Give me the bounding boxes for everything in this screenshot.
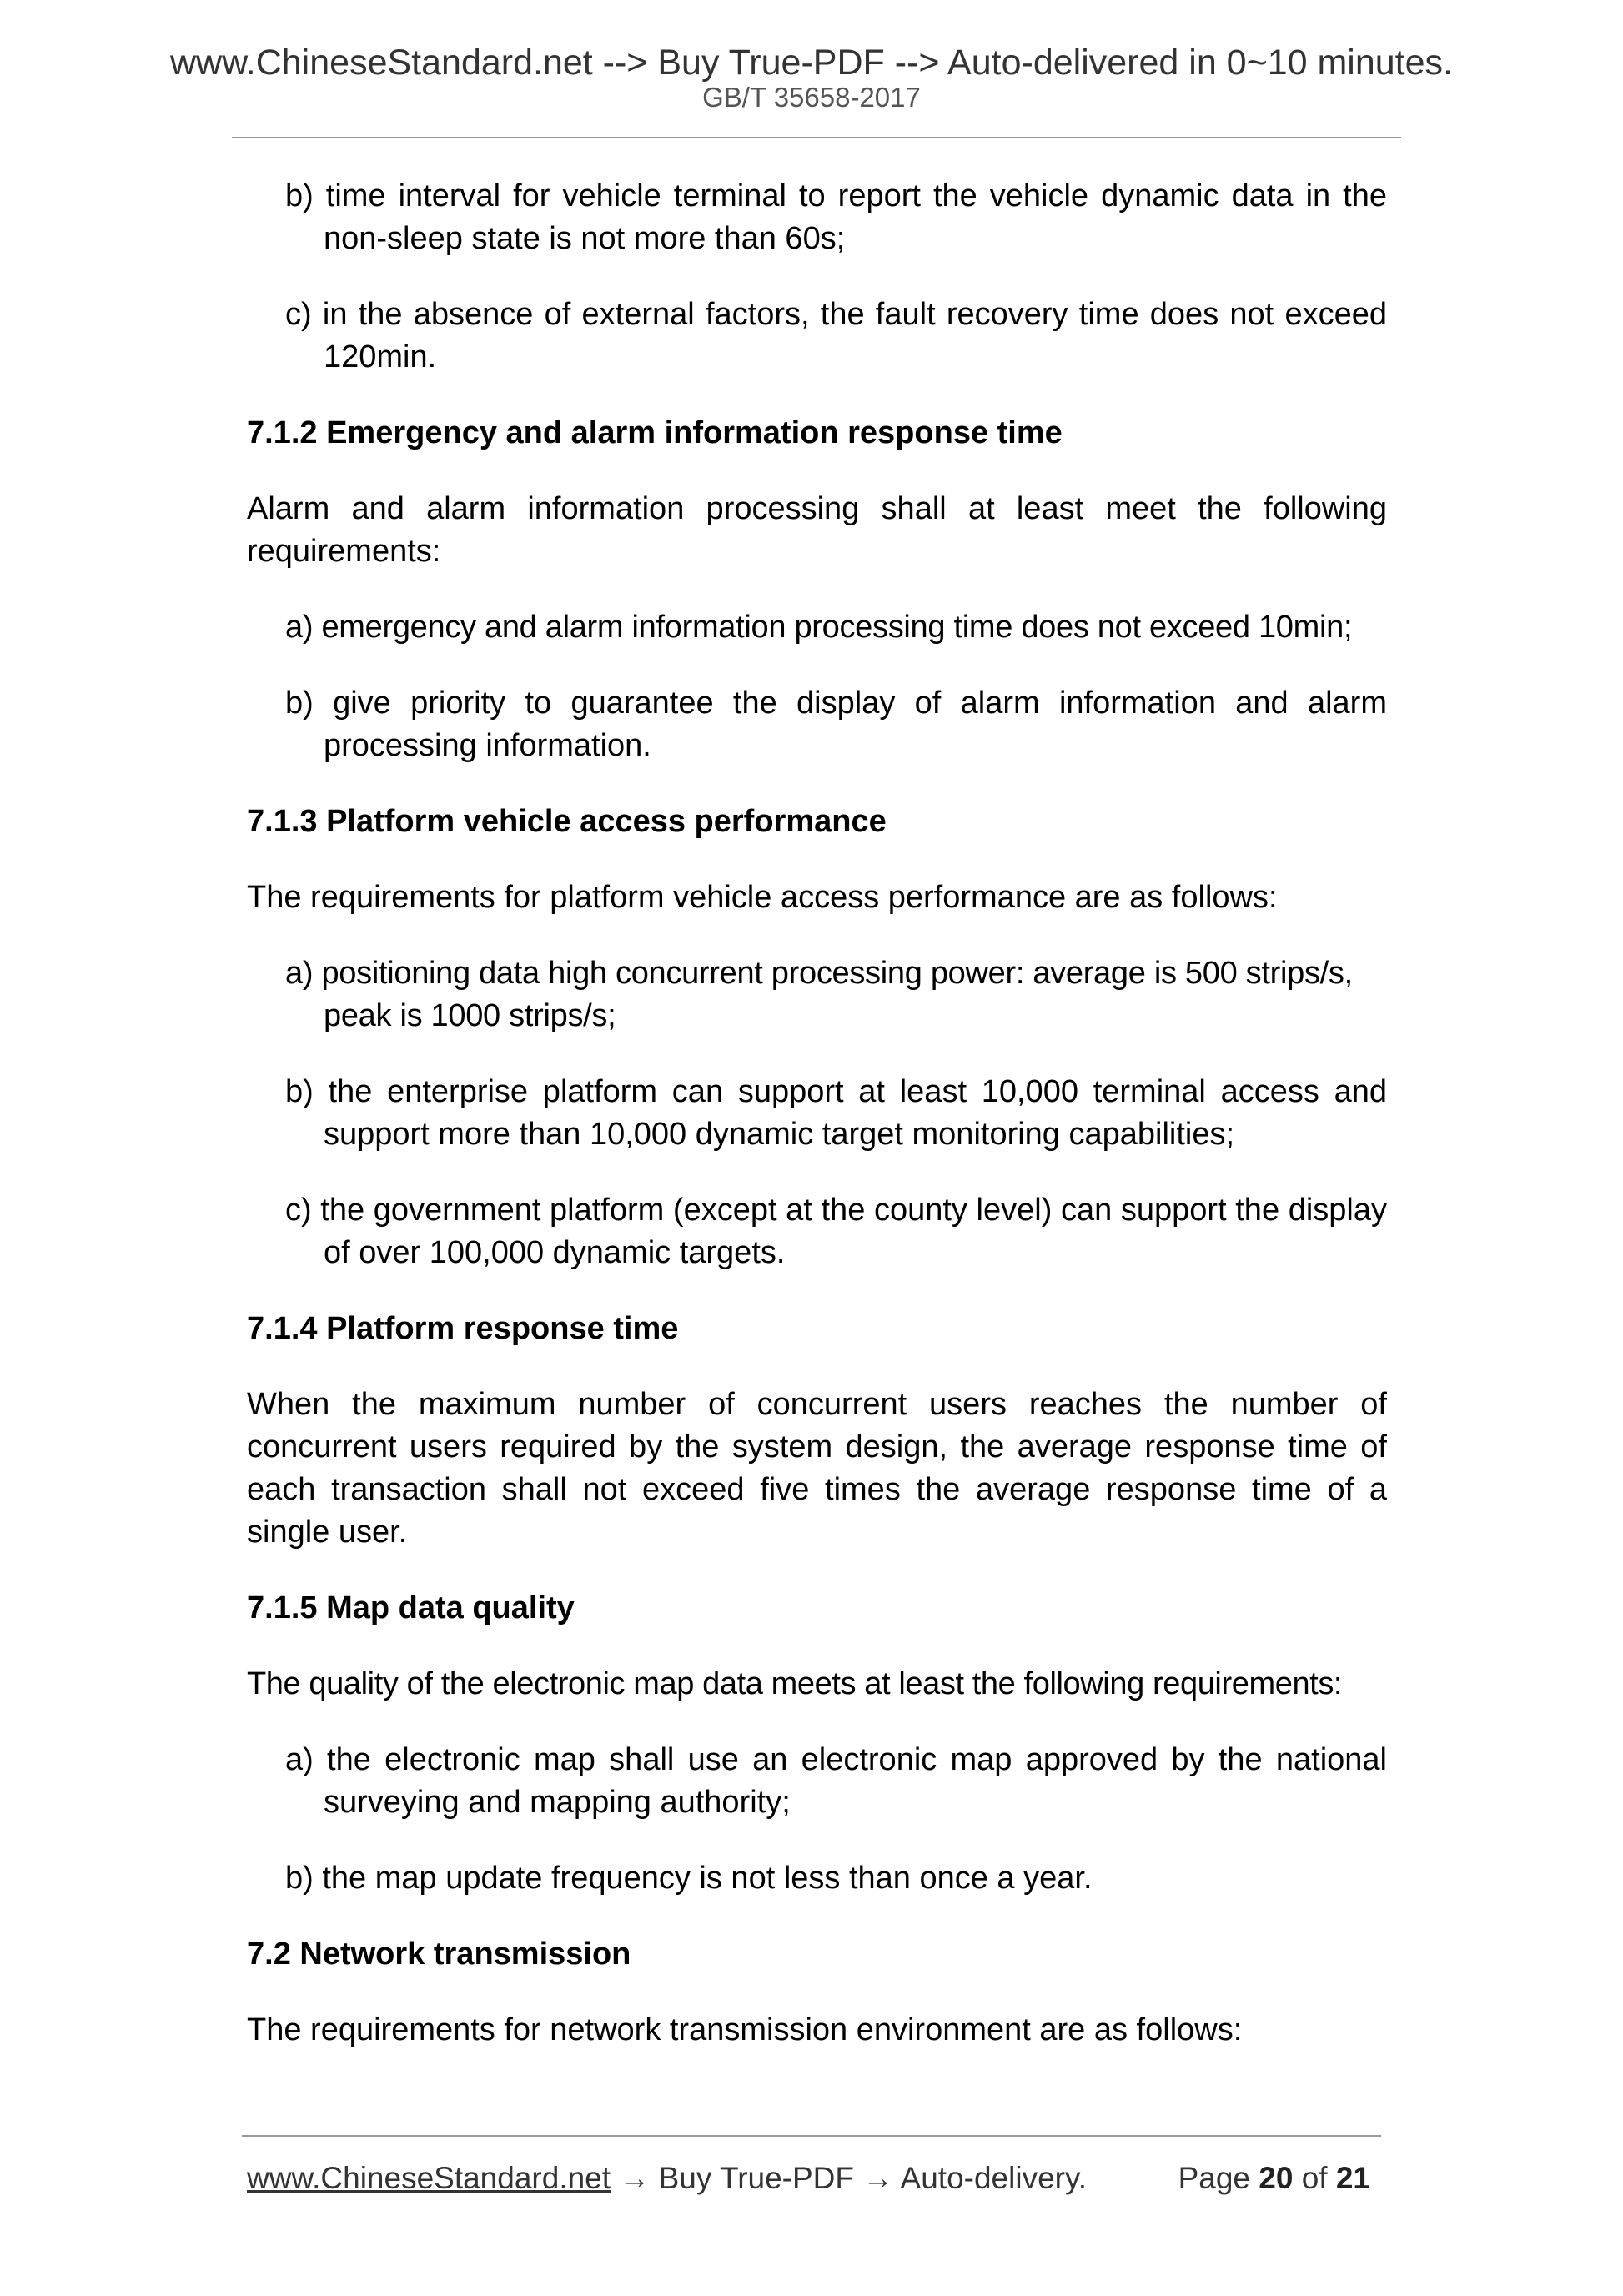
paragraph: The requirements for platform vehicle access performance are as follows: xyxy=(247,880,1278,915)
document-body xyxy=(247,175,1387,2085)
list-item: b) give priority to guarantee the display of alarm information and alarm processing information. xyxy=(285,686,1387,763)
footer-delivery-text: Auto-delivery. xyxy=(900,2161,1088,2195)
paragraph: The requirements for network transmission environment are as follows: xyxy=(247,2012,1243,2047)
section-heading-7-1-4: 7.1.4 Platform response time xyxy=(247,1311,679,1346)
page-footer xyxy=(247,2158,1381,2198)
page-number xyxy=(1178,2158,1370,2198)
list-item: a) emergency and alarm information processing time does not exceed 10min; xyxy=(285,610,1353,645)
footer-divider xyxy=(242,2135,1381,2137)
page-current: 20 xyxy=(1259,2161,1294,2195)
document-code: GB/T 35658-2017 xyxy=(702,82,921,113)
section-heading-7-1-5: 7.1.5 Map data quality xyxy=(247,1590,575,1625)
paragraph: The quality of the electronic map data meets at least the following requirements: xyxy=(247,1666,1343,1701)
paragraph: When the maximum number of concurrent users reaches the number of concurrent users required by the system design, the average response time of each transaction shall not exceed five times the average response time of a single user. xyxy=(247,1387,1387,1550)
header-divider xyxy=(232,137,1401,138)
list-item: c) the government platform (except at the county level) can support the display of over 100,000 dynamic targets. xyxy=(285,1193,1387,1270)
page-of-label: of xyxy=(1301,2161,1328,2195)
arrow-right-icon: → xyxy=(619,2161,651,2195)
page-label: Page xyxy=(1178,2161,1250,2195)
list-item: c) in the absence of external factors, the fault recovery time does not exceed 120min. xyxy=(285,297,1387,374)
footer-buy-text: Buy True-PDF xyxy=(658,2161,855,2195)
section-heading-7-2: 7.2 Network transmission xyxy=(247,1937,631,1972)
page-total: 21 xyxy=(1335,2161,1370,2195)
footer-site-link[interactable]: www.ChineseStandard.net xyxy=(247,2161,611,2195)
arrow-right-icon: → xyxy=(862,2161,894,2195)
top-banner: www.ChineseStandard.net --> Buy True-PDF --> Auto-delivered in 0~10 minutes. xyxy=(169,43,1453,83)
section-heading-7-1-2: 7.1.2 Emergency and alarm information response time xyxy=(247,415,1063,450)
list-item: a) the electronic map shall use an electronic map approved by the national surveying and mapping authority; xyxy=(285,1742,1387,1820)
list-item: b) the map update frequency is not less than once a year. xyxy=(285,1861,1093,1896)
list-item: b) time interval for vehicle terminal to report the vehicle dynamic data in the non-sleep state is not more than 60s; xyxy=(285,178,1387,256)
list-item: b) the enterprise platform can support at least 10,000 terminal access and support more than 10,000 dynamic target monitoring capabilities; xyxy=(285,1074,1387,1152)
section-heading-7-1-3: 7.1.3 Platform vehicle access performance xyxy=(247,804,887,839)
list-item: a) positioning data high concurrent processing power: average is 500 strips/s, peak is 1000 strips/s; xyxy=(285,956,1353,1033)
paragraph: Alarm and alarm information processing shall at least meet the following requirements: xyxy=(247,491,1387,569)
